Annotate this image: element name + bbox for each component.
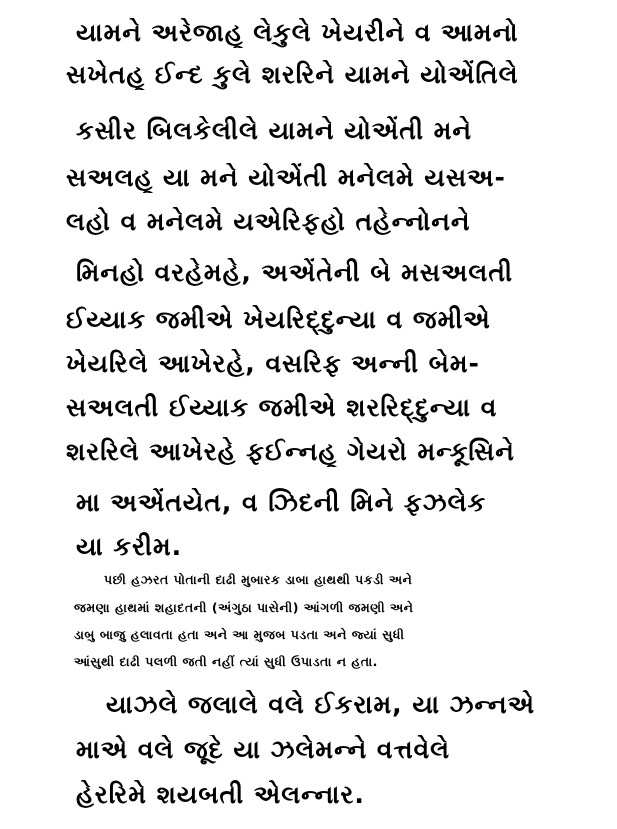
verse-line: લહો વ મનેલમે યએરિફહો તહેન્નોનને bbox=[66, 207, 471, 236]
verse-line: યાઝલે જલાલે વલે ઈકરામ, યા ઝન્નએ bbox=[106, 690, 536, 719]
translation-line: ડાબુ બાજુ હલાવતા હતા અને આ મુજબ પડતા અને જ્યાં સુધી bbox=[74, 627, 405, 642]
translation-line: પછી હઝરત પોતાની દાઢી મુબારક ડાબા હાથથી પકડી અને bbox=[104, 572, 413, 587]
translation-line: જમણા હાથમાં શહાદતની (અંગુઠા પાસેની) આંગળી જમણી અને bbox=[74, 600, 414, 615]
verse-line: સઅલતી ઈય્યાક જમીએ શરરિદ્દુન્યા વ bbox=[66, 393, 498, 422]
verse-line: સઅલહૂ યા મને યોએંતી મનેલમે યસઅ- bbox=[66, 163, 506, 192]
translation-line: આંસુથી દાઢી પલળી જતી નહીં ત્યાં સુધી ઉપાડતા ન હતા. bbox=[74, 654, 378, 669]
verse-line: યા કરીમ. bbox=[76, 532, 183, 561]
verse-line: યામને અરેજાહૂ લેકુલે ખેયરીને વ આમનો bbox=[76, 18, 519, 47]
verse-line: માએ વલે જૂદે યા ઝલેમન્ને વત્તવેલે bbox=[76, 735, 451, 764]
verse-line: હેરરિમે શયબતી એલન્નાર. bbox=[76, 780, 365, 809]
verse-line: મિનહો વરહેમહે, અએંતેની બે મસઅલતી bbox=[76, 258, 514, 287]
verse-line: ઈય્યાક જમીએ ખેયરિદ્દુન્યા વ જમીએ bbox=[66, 305, 491, 334]
verse-line: ખેયરિલે આખેરહે, વસરિફ અન્ની બેમ- bbox=[66, 349, 480, 378]
verse-line: શરરિલે આખેરહે ફઈન્નહૂ ગેયરો મન્કૂસિને bbox=[66, 437, 515, 466]
verse-line: સખેતહૂ ઈન્દ કુલે શરરિને યામને યોએંતિલે bbox=[66, 60, 519, 89]
verse-line: મા અએંતયેત, વ ઝિદની મિને ફઝલેક bbox=[76, 488, 487, 517]
verse-line: કસીર બિલકેલીલે યામને યોએંતી મને bbox=[76, 116, 472, 145]
